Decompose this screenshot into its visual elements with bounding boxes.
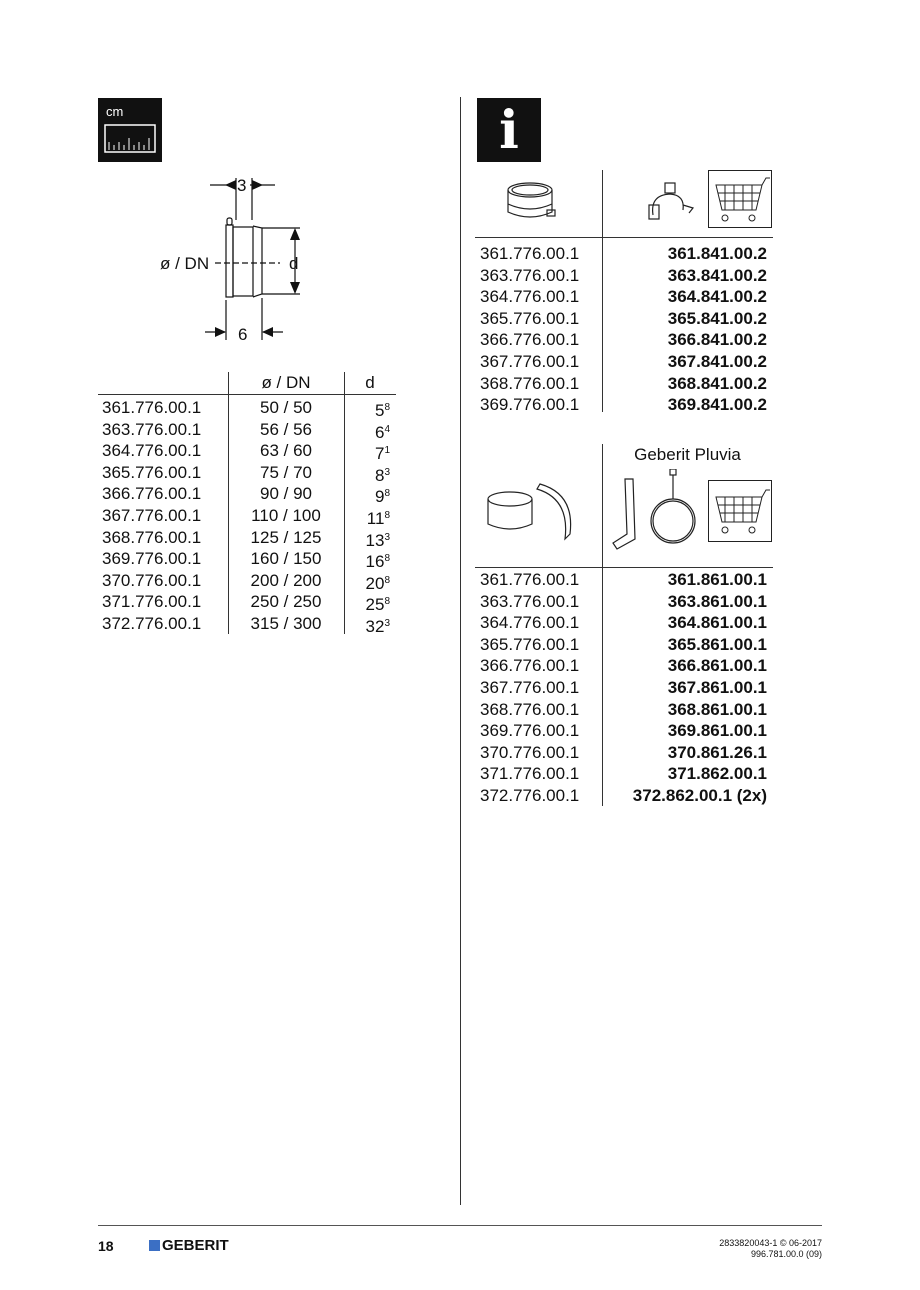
accessory-article-number: 365.861.00.1	[667, 634, 767, 654]
d-value: 25	[365, 595, 385, 615]
brand-logo: GEBERIT	[162, 1237, 229, 1254]
cm-label: cm	[106, 104, 124, 119]
ruler-cm-icon	[98, 98, 162, 162]
d-fraction: 8	[384, 488, 390, 500]
article-number: 365.776.00.1	[102, 462, 202, 482]
accessory-article-number: 369.861.00.1	[667, 721, 767, 741]
article-number: 361.776.00.1	[480, 244, 580, 263]
accessory-article-number: 366.841.00.2	[667, 330, 767, 350]
d-value: 32	[365, 617, 385, 636]
footer-rule	[98, 1225, 822, 1226]
accessory-article-number: 364.841.00.2	[667, 287, 767, 307]
article-number: 367.776.00.1	[102, 506, 202, 525]
dimension-d	[344, 527, 390, 549]
shopping-cart-icon	[708, 480, 772, 542]
dim-bottom-label: 6	[238, 325, 248, 344]
header-dn: ø / DN	[261, 373, 311, 392]
accessory-article-number: 361.861.00.1	[667, 570, 767, 589]
article-number: 369.776.00.1	[102, 549, 202, 569]
accessory-article-number: 369.841.00.2	[667, 395, 767, 415]
d-value: 5	[374, 401, 385, 420]
diameter-dn: 56 / 56	[260, 419, 312, 439]
dimension-d	[344, 613, 390, 635]
d-fraction: 1	[384, 445, 390, 457]
accessory-article-number: 363.841.00.2	[667, 265, 767, 285]
d-fraction: 4	[384, 423, 390, 435]
diameter-dn: 200 / 200	[250, 570, 322, 590]
article-number: 361.776.00.1	[102, 398, 202, 417]
pipe-coupling-icon	[505, 180, 560, 225]
d-value: 6	[374, 422, 385, 442]
doc-number: 996.781.00.0 (09)	[750, 1249, 822, 1259]
article-number: 370.776.00.1	[102, 570, 202, 590]
d-label: d	[289, 254, 299, 273]
diameter-dn: 125 / 125	[250, 527, 322, 547]
article-number: 364.776.00.1	[102, 441, 202, 461]
article-number: 369.776.00.1	[480, 721, 580, 741]
doc-info	[719, 1238, 822, 1260]
diameter-dn: 75 / 70	[260, 462, 312, 482]
article-number: 363.776.00.1	[480, 265, 580, 285]
d-value: 13	[365, 530, 385, 550]
dimension-d	[344, 397, 390, 419]
d-value: 20	[365, 573, 385, 593]
accessory-article-number: 371.862.00.1	[667, 764, 767, 784]
accessory-article-number: 363.861.00.1	[667, 591, 767, 611]
article-number: 371.776.00.1	[102, 592, 202, 612]
article-number: 364.776.00.1	[480, 287, 580, 307]
d-fraction: 8	[384, 553, 390, 565]
d-fraction: 3	[384, 531, 390, 543]
diameter-dn: 160 / 150	[250, 549, 322, 569]
article-number: 367.776.00.1	[480, 352, 580, 371]
accessory-table-1	[475, 170, 773, 420]
d-value: 16	[365, 552, 385, 572]
article-number: 365.776.00.1	[480, 634, 580, 654]
d-value: 11	[366, 509, 385, 528]
dimension-d	[344, 548, 390, 570]
page-number: 18	[98, 1238, 114, 1254]
accessory-article-number: 361.841.00.2	[667, 244, 767, 263]
d-value: 7	[374, 444, 385, 464]
dimension-d	[344, 462, 390, 484]
column-divider	[460, 97, 461, 1205]
dimension-d	[344, 570, 390, 592]
article-number: 369.776.00.1	[480, 395, 580, 415]
article-number: 366.776.00.1	[480, 656, 580, 676]
header-d: d	[365, 373, 375, 392]
dimension-d	[344, 440, 390, 462]
diameter-dn: 110 / 100	[251, 506, 321, 525]
d-fraction: 8	[384, 574, 390, 586]
accessory-article-number: 365.841.00.2	[667, 308, 767, 328]
diameter-dn: 63 / 60	[260, 441, 312, 461]
info-icon: i	[477, 98, 541, 162]
accessory-article-number: 364.861.00.1	[667, 613, 767, 633]
article-number: 368.776.00.1	[480, 373, 580, 393]
dimension-d	[344, 419, 390, 441]
article-number: 363.776.00.1	[480, 591, 580, 611]
article-number: 367.776.00.1	[480, 678, 580, 697]
brand-square-icon	[149, 1240, 160, 1251]
accessory-article-number: 366.861.00.1	[667, 656, 767, 676]
d-fraction: 3	[384, 618, 390, 629]
accessory-article-number: 368.861.00.1	[667, 699, 767, 719]
accessory-article-number: 367.861.00.1	[667, 678, 767, 697]
diameter-dn: 315 / 300	[250, 614, 322, 633]
article-number: 371.776.00.1	[480, 764, 580, 784]
dimension-d	[344, 505, 390, 527]
d-fraction: 3	[384, 466, 390, 478]
article-number: 366.776.00.1	[102, 484, 202, 504]
article-number: 370.776.00.1	[480, 742, 580, 762]
dn-label: ø / DN	[160, 254, 210, 273]
article-number: 365.776.00.1	[480, 308, 580, 328]
d-fraction: 8	[384, 510, 390, 521]
dimension-table	[98, 372, 396, 637]
d-value: 8	[374, 465, 385, 485]
shopping-cart-icon	[708, 170, 772, 228]
article-number: 363.776.00.1	[102, 419, 202, 439]
accessory-article-number: 372.862.00.1 (2x)	[632, 786, 767, 805]
pipe-coupling-open-icon	[485, 479, 580, 549]
d-fraction: 8	[384, 596, 390, 608]
doc-id: 2833820043-1 © 06-2017	[719, 1238, 822, 1248]
article-number: 372.776.00.1	[102, 614, 202, 633]
accessory-article-number: 368.841.00.2	[667, 373, 767, 393]
article-number: 364.776.00.1	[480, 613, 580, 633]
article-number: 368.776.00.1	[480, 699, 580, 719]
accessory-article-number: 367.841.00.2	[667, 352, 767, 371]
pipe-bracket-icon	[605, 469, 700, 559]
d-value: 9	[374, 487, 385, 507]
article-number: 361.776.00.1	[480, 570, 580, 589]
diameter-dn: 50 / 50	[260, 398, 312, 417]
diameter-dn: 250 / 250	[250, 592, 322, 612]
pipe-clamp-icon	[645, 180, 695, 225]
accessory-table-2	[475, 444, 773, 814]
dimension-d	[344, 591, 390, 613]
dimension-d	[344, 483, 390, 505]
article-number: 372.776.00.1	[480, 786, 580, 805]
d-fraction: 8	[384, 402, 390, 413]
diameter-dn: 90 / 90	[260, 484, 312, 504]
dim-top-label: 3	[237, 176, 247, 195]
article-number: 366.776.00.1	[480, 330, 580, 350]
article-number: 368.776.00.1	[102, 527, 202, 547]
pluvia-header: Geberit Pluvia	[634, 445, 741, 464]
accessory-article-number: 370.861.26.1	[667, 742, 767, 762]
